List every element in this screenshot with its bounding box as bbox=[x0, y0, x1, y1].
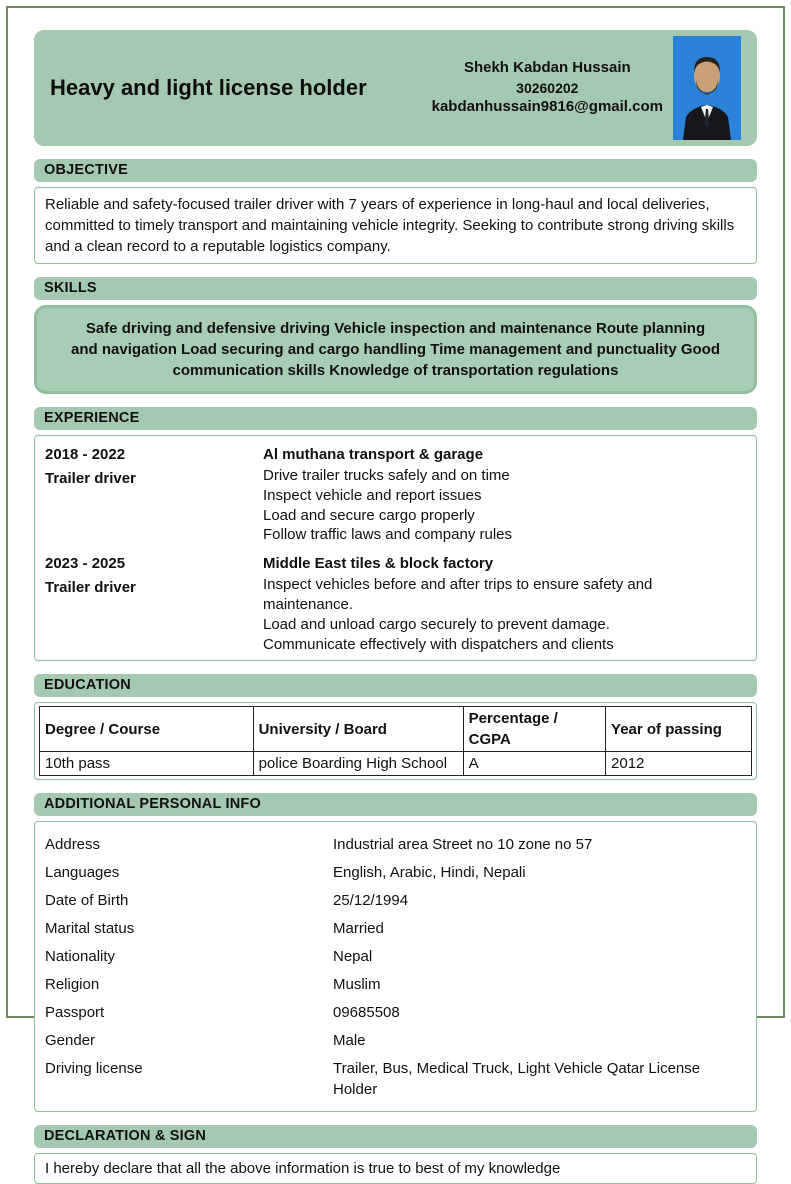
education-cell-percentage: A bbox=[463, 752, 605, 776]
section-heading-personal-info: ADDITIONAL PERSONAL INFO bbox=[34, 793, 757, 816]
education-box bbox=[34, 702, 757, 780]
applicant-email: kabdanhussain9816@gmail.com bbox=[431, 98, 663, 116]
personal-info-row bbox=[45, 830, 746, 858]
experience-duty: Communicate effectively with dispatchers and clients bbox=[263, 635, 614, 653]
info-value: 09685508 bbox=[333, 1003, 400, 1021]
experience-duties bbox=[263, 575, 746, 654]
header-contact-area bbox=[432, 36, 741, 140]
education-column-header: Year of passing bbox=[606, 707, 752, 752]
info-value: Trailer, Bus, Medical Truck, Light Vehicle Qatar License Holder bbox=[333, 1059, 701, 1098]
experience-duty: Inspect vehicles before and after trips to ensure safety and maintenance. bbox=[263, 576, 653, 613]
experience-period: 2023 - 2025 bbox=[45, 555, 126, 573]
experience-entry bbox=[45, 551, 746, 654]
experience-company: Middle East tiles & block factory bbox=[263, 555, 494, 573]
personal-info-row bbox=[45, 1026, 746, 1054]
info-label: Date of Birth bbox=[45, 891, 129, 909]
education-table bbox=[39, 706, 752, 776]
personal-info-row bbox=[45, 886, 746, 914]
info-value: English, Arabic, Hindi, Nepali bbox=[333, 863, 526, 881]
experience-duties bbox=[263, 466, 746, 545]
info-label: Driving license bbox=[45, 1059, 143, 1077]
declaration-text: I hereby declare that all the above information is true to best of my knowledge bbox=[34, 1153, 757, 1184]
experience-duty: Load and secure cargo properly bbox=[263, 506, 475, 524]
info-label: Languages bbox=[45, 863, 120, 881]
contact-block bbox=[432, 58, 663, 117]
experience-period: 2018 - 2022 bbox=[45, 446, 126, 463]
section-heading-skills: SKILLS bbox=[34, 277, 757, 300]
experience-duty: Inspect vehicle and report issues bbox=[263, 486, 482, 504]
applicant-phone: 30260202 bbox=[516, 79, 579, 96]
education-column-header: Degree / Course bbox=[40, 707, 254, 752]
education-header-row bbox=[40, 707, 752, 752]
experience-duty: Drive trailer trucks safely and on time bbox=[263, 467, 510, 484]
info-value: Married bbox=[333, 919, 384, 937]
education-cell-year: 2012 bbox=[606, 752, 752, 776]
section-heading-objective: OBJECTIVE bbox=[34, 159, 757, 182]
section-heading-experience: EXPERIENCE bbox=[34, 407, 757, 430]
experience-duty: Load and unload cargo securely to prevent damage. bbox=[263, 615, 610, 633]
info-value: Male bbox=[333, 1031, 366, 1049]
experience-role: Trailer driver bbox=[45, 470, 136, 487]
experience-duty: Follow traffic laws and company rules bbox=[263, 526, 512, 544]
objective-text: Reliable and safety-focused trailer driver with 7 years of experience in long-haul and local deliveries, committed to timely transport and maintaining vehicle integrity. Seeking to contribute strong driving skills and a clean record to a reputable logistics company. bbox=[34, 187, 757, 264]
personal-info-box bbox=[34, 821, 757, 1112]
education-column-header: Percentage / CGPA bbox=[463, 707, 605, 752]
header bbox=[34, 30, 757, 146]
info-label: Address bbox=[45, 835, 101, 853]
education-cell-degree: 10th pass bbox=[40, 752, 254, 776]
page-title: Heavy and light license holder bbox=[50, 75, 367, 100]
info-label: Nationality bbox=[45, 947, 116, 965]
skills-text: Safe driving and defensive driving Vehicle inspection and maintenance Route planning and navigation Load securing and cargo handling Time management and punctuality Good communication skills Knowledge of transportation regulations bbox=[34, 305, 757, 394]
applicant-photo bbox=[673, 36, 741, 140]
info-label: Gender bbox=[45, 1031, 96, 1049]
personal-info-row bbox=[45, 942, 746, 970]
info-label: Marital status bbox=[45, 919, 135, 937]
experience-company: Al muthana transport & garage bbox=[263, 446, 484, 463]
personal-info-row bbox=[45, 970, 746, 998]
info-label: Religion bbox=[45, 975, 100, 993]
info-value: Muslim bbox=[333, 975, 381, 993]
education-data-row bbox=[40, 752, 752, 776]
info-label: Passport bbox=[45, 1003, 105, 1021]
personal-info-row bbox=[45, 858, 746, 886]
experience-box bbox=[34, 435, 757, 661]
personal-info-row bbox=[45, 998, 746, 1026]
info-value: Nepal bbox=[333, 947, 373, 965]
info-value: 25/12/1994 bbox=[333, 891, 409, 909]
section-heading-education: EDUCATION bbox=[34, 674, 757, 697]
education-cell-university: police Boarding High School bbox=[253, 752, 463, 776]
personal-info-row bbox=[45, 914, 746, 942]
experience-role: Trailer driver bbox=[45, 579, 136, 597]
section-heading-declaration: DECLARATION & SIGN bbox=[34, 1125, 757, 1148]
info-value: Industrial area Street no 10 zone no 57 bbox=[333, 835, 593, 853]
resume-page bbox=[6, 6, 785, 1178]
experience-entry bbox=[45, 442, 746, 545]
personal-info-row bbox=[45, 1054, 746, 1103]
education-column-header: University / Board bbox=[253, 707, 463, 752]
applicant-name: Shekh Kabdan Hussain bbox=[463, 59, 631, 77]
